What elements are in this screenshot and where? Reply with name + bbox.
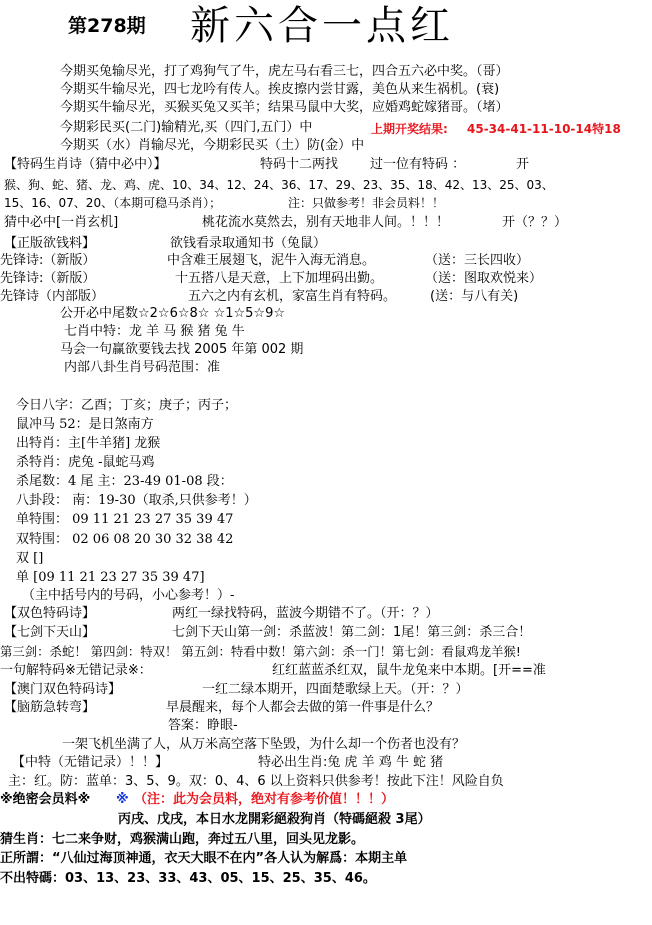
shuangse-title: 【双色特码诗】 bbox=[4, 606, 96, 621]
xianfeng-label-2: 先锋诗:（新版） bbox=[0, 271, 96, 286]
xianfeng-label-3: 先锋诗（内部版） bbox=[0, 289, 105, 304]
mahui-text: 马会一句赢欲要钱去找 2005 年第 002 期 bbox=[60, 342, 304, 357]
open-label: 开 bbox=[516, 157, 530, 172]
note-text: 注：只做参考！非会员料！！ bbox=[288, 196, 445, 210]
naojin-answer: 答案：睁眼- bbox=[168, 718, 238, 733]
past-label: 过一位有特码 ： bbox=[370, 157, 466, 172]
page-title: 新六合一点红 bbox=[190, 3, 454, 49]
xianfeng-label-1: 先锋诗:（新版） bbox=[0, 253, 96, 268]
numbers-line-1: 猴、狗、蛇、猪、龙、鸡、虎、10、34、12、24、36、17、29、23、35、18、42、13、25、03、 bbox=[4, 178, 554, 192]
bazi-line-7: 单特围： 09 11 21 23 27 35 39 47 bbox=[16, 512, 234, 527]
naojin-story: 一架飞机坐满了人，从万米高空落下坠毁，为什么却一个伤者也没有？ bbox=[62, 737, 466, 752]
xianfeng-send-2: （送：图取欢悦来） bbox=[425, 271, 543, 286]
intro-line-2: 今期买牛输尽光，四七龙吟有传人。挨皮擦内尝甘露，美色从来生祸机。(衰) bbox=[60, 82, 500, 97]
bazi-line-6: 八卦段： 南：19-30（取杀,只供参考！） bbox=[16, 493, 257, 508]
issue-number: 第278期 bbox=[68, 15, 146, 37]
bazi-line-2: 鼠冲马 52：是日煞南方 bbox=[16, 417, 154, 432]
qijian-line-1: 七剑下天山第一剑：杀蓝波！第二剑：1尾！第三剑：杀三合！ bbox=[172, 625, 532, 640]
bottom-line-2: 猜生肖：七二来争财，鸡猴满山跑，奔过五八里，回头见龙影。 bbox=[0, 832, 365, 847]
neibu-text: 内部八卦生肖号码范围：准 bbox=[64, 360, 221, 375]
bazi-line-3: 出特肖：主[牛羊猪] 龙猴 bbox=[16, 436, 161, 451]
guess-open: 开（？？） bbox=[502, 215, 568, 230]
xianfeng-text-1: 中含难王展翅飞，泥牛入海无消息。 bbox=[167, 253, 376, 268]
intro-line-4: 今期彩民买(二门)输精光,买（四门,五门）中 bbox=[60, 120, 313, 135]
aomen-text: 一红二绿本期开，四面楚歌绿上天。（开：？） bbox=[202, 682, 469, 697]
secret-note: （注：此为会员料，绝对有参考价值！！！） bbox=[134, 792, 395, 807]
poem-section-title: 【特码生肖诗（猜中必中）】 bbox=[4, 157, 167, 172]
qijian-line-3b: 红红蓝蓝杀红双，鼠牛龙兔来中本期。[开==准 bbox=[272, 663, 546, 678]
shuangse-text: 两红一绿找特码，蓝波今期错不了。（开：？） bbox=[172, 606, 439, 621]
numbers-line-2: 15、16、07、20、（本期可稳马杀肖）； bbox=[4, 196, 222, 210]
aomen-title: 【澳门双色特码诗】 bbox=[4, 682, 122, 697]
bazi-line-1: 今日八字：乙酉；丁亥；庚子；丙子； bbox=[16, 398, 238, 413]
intro-line-5: 今期买（水）肖输尽光，今期彩民买（土）防(金）中 bbox=[60, 138, 365, 153]
zhongte-colors: 主：红。防：蓝单：3、5、9。双：0、4、6 以上资料只供参考！按此下注！风险自负 bbox=[8, 774, 504, 789]
secret-star-icon: ※ bbox=[116, 792, 129, 807]
naojin-title: 【脑筋急转弯】 bbox=[4, 700, 96, 715]
xianfeng-text-2: 十五搭八是天意，上下加埋码出勤。 bbox=[175, 271, 384, 286]
xianfeng-text-3: 五六之内有玄机，家富生肖有特码。 bbox=[188, 289, 397, 304]
intro-line-1: 今期买兔输尽光，打了鸡狗气了牛，虎左马右看三七，四合五六必中奖。（哥） bbox=[60, 64, 509, 79]
guess-right: 桃花流水莫然去，别有天地非人间。！！！ bbox=[202, 215, 450, 230]
twelve-label: 特码十二两找 bbox=[260, 157, 339, 172]
qijian-line-3a: 一句解特码※无错记录※： bbox=[0, 663, 152, 678]
last-result-numbers: 45-34-41-11-10-14特18 bbox=[467, 122, 621, 136]
zhengban-text: 欲钱看录取通知书（兔鼠） bbox=[170, 236, 327, 251]
zhongte-title: 【中特（无错记录）！！】 bbox=[12, 755, 169, 770]
zhengban-title: 【正版欲钱料】 bbox=[4, 236, 96, 251]
intro-line-3: 今期买牛输尽光，买猴买兔又买羊；结果马鼠中大奖，应婚鸡蛇嫁猪哥。（堵） bbox=[60, 100, 509, 115]
secret-label: ※绝密会员料※ bbox=[0, 792, 91, 807]
qijian-line-2: 第三剑：杀蛇！ 第四剑：特双！ 第五剑：特看中数！第六剑：杀一门！第七剑：看鼠鸡龙羊猴! bbox=[0, 644, 521, 659]
bazi-line-4: 杀特肖：虎兔 -鼠蛇马鸡 bbox=[16, 455, 155, 470]
last-result-label: 上期开奖结果: bbox=[371, 122, 448, 136]
zhongte-text: 特必出生肖:兔 虎 羊 鸡 牛 蛇 猪 bbox=[258, 755, 444, 770]
gongkai-tail: 公开必中尾数☆2☆6☆8☆ ☆1☆5☆9☆ bbox=[60, 306, 285, 321]
guess-left: 猜中必中[一肖玄机] bbox=[4, 215, 119, 230]
qixiao-text: 七肖中特：龙 羊 马 猴 猪 兔 牛 bbox=[64, 324, 245, 339]
xianfeng-send-3: (送：与八有关) bbox=[430, 289, 519, 304]
bottom-line-4: 不出特碼：03、13、23、33、43、05、15、25、35、46。 bbox=[0, 871, 376, 886]
bazi-line-10: 单 [09 11 21 23 27 35 39 47] bbox=[16, 570, 205, 585]
bottom-line-3: 正所謂：“八仙过海顶神通，衣天大眼不在内”各人认为解爲：本期主单 bbox=[0, 851, 408, 866]
bazi-line-5: 杀尾数：4 尾 主：23-49 01-08 段： bbox=[16, 474, 233, 489]
bazi-line-11: （主中括号内的号码，小心参考！）- bbox=[22, 588, 235, 603]
xianfeng-send-1: （送：三长四收） bbox=[425, 253, 530, 268]
bazi-line-8: 双特围： 02 06 08 20 30 32 38 42 bbox=[16, 532, 234, 547]
bazi-line-9: 双 [] bbox=[16, 551, 44, 566]
qijian-title: 【七剑下天山】 bbox=[4, 625, 96, 640]
bottom-line-1: 丙戌、戊戌，本日水龙開彩絕殺狗肖（特碼絕殺 3尾） bbox=[118, 812, 431, 827]
naojin-question: 早晨醒来，每个人都会去做的第一件事是什么？ bbox=[166, 700, 440, 715]
